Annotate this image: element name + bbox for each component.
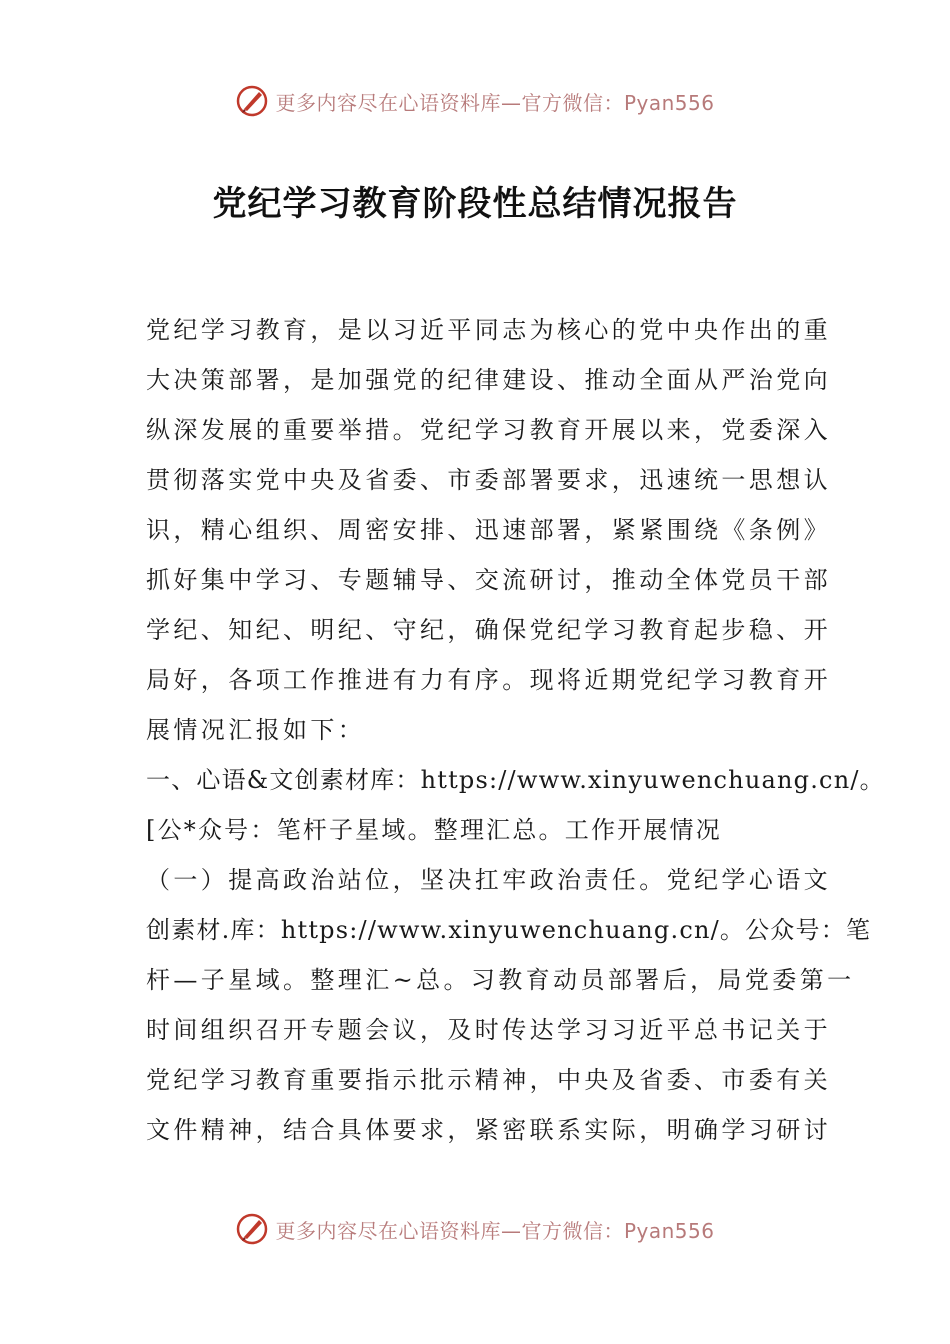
header-watermark-banner xyxy=(0,84,950,118)
body-line: 纵深发展的重要举措。党纪学习教育开展以来，党委深入 xyxy=(146,416,831,444)
document-body xyxy=(146,305,885,1155)
body-line: 大决策部署，是加强党的纪律建设、推动全面从严治党向 xyxy=(146,366,831,394)
body-line: 党纪学习教育，是以习近平同志为核心的党中央作出的重 xyxy=(146,316,831,344)
body-line: 局好，各项工作推进有力有序。现将近期党纪学习教育开 xyxy=(146,666,831,694)
body-line: 贯彻落实党中央及省委、市委部署要求，迅速统一思想认 xyxy=(146,466,831,494)
body-line: 文件精神，结合具体要求，紧密联系实际，明确学习研讨 xyxy=(146,1116,831,1144)
body-line: （一）提高政治站位，坚决扛牢政治责任。党纪学心语文 xyxy=(146,866,831,894)
body-line: [公*众号：笔杆子星域。整理汇总。工作开展情况 xyxy=(146,816,722,844)
page-title: 党纪学习教育阶段性总结情况报告 xyxy=(212,184,738,224)
quill-pen-logo-icon xyxy=(235,1212,269,1246)
header-watermark-text: 更多内容尽在心语资料库—官方微信：Pyan556 xyxy=(275,90,715,115)
body-line: 创素材.库：https://www.xinyuwenchuang.cn/。公众号：笔 xyxy=(146,916,872,944)
footer-watermark-text: 更多内容尽在心语资料库—官方微信：Pyan556 xyxy=(275,1218,715,1243)
body-line: 展情况汇报如下： xyxy=(146,716,366,744)
quill-pen-logo-icon xyxy=(235,84,269,118)
body-line: 一、心语&文创素材库：https://www.xinyuwenchuang.cn/。 xyxy=(146,766,885,794)
body-line: 时间组织召开专题会议，及时传达学习习近平总书记关于 xyxy=(146,1016,831,1044)
body-line: 抓好集中学习、专题辅导、交流研讨，推动全体党员干部 xyxy=(146,566,831,594)
body-line: 识，精心组织、周密安排、迅速部署，紧紧围绕《条例》 xyxy=(146,516,831,544)
body-line: 杆—子星域。整理汇~总。习教育动员部署后，局党委第一 xyxy=(146,966,855,994)
footer-watermark-banner xyxy=(0,1212,950,1246)
body-line: 党纪学习教育重要指示批示精神，中央及省委、市委有关 xyxy=(146,1066,831,1094)
body-line: 学纪、知纪、明纪、守纪，确保党纪学习教育起步稳、开 xyxy=(146,616,831,644)
